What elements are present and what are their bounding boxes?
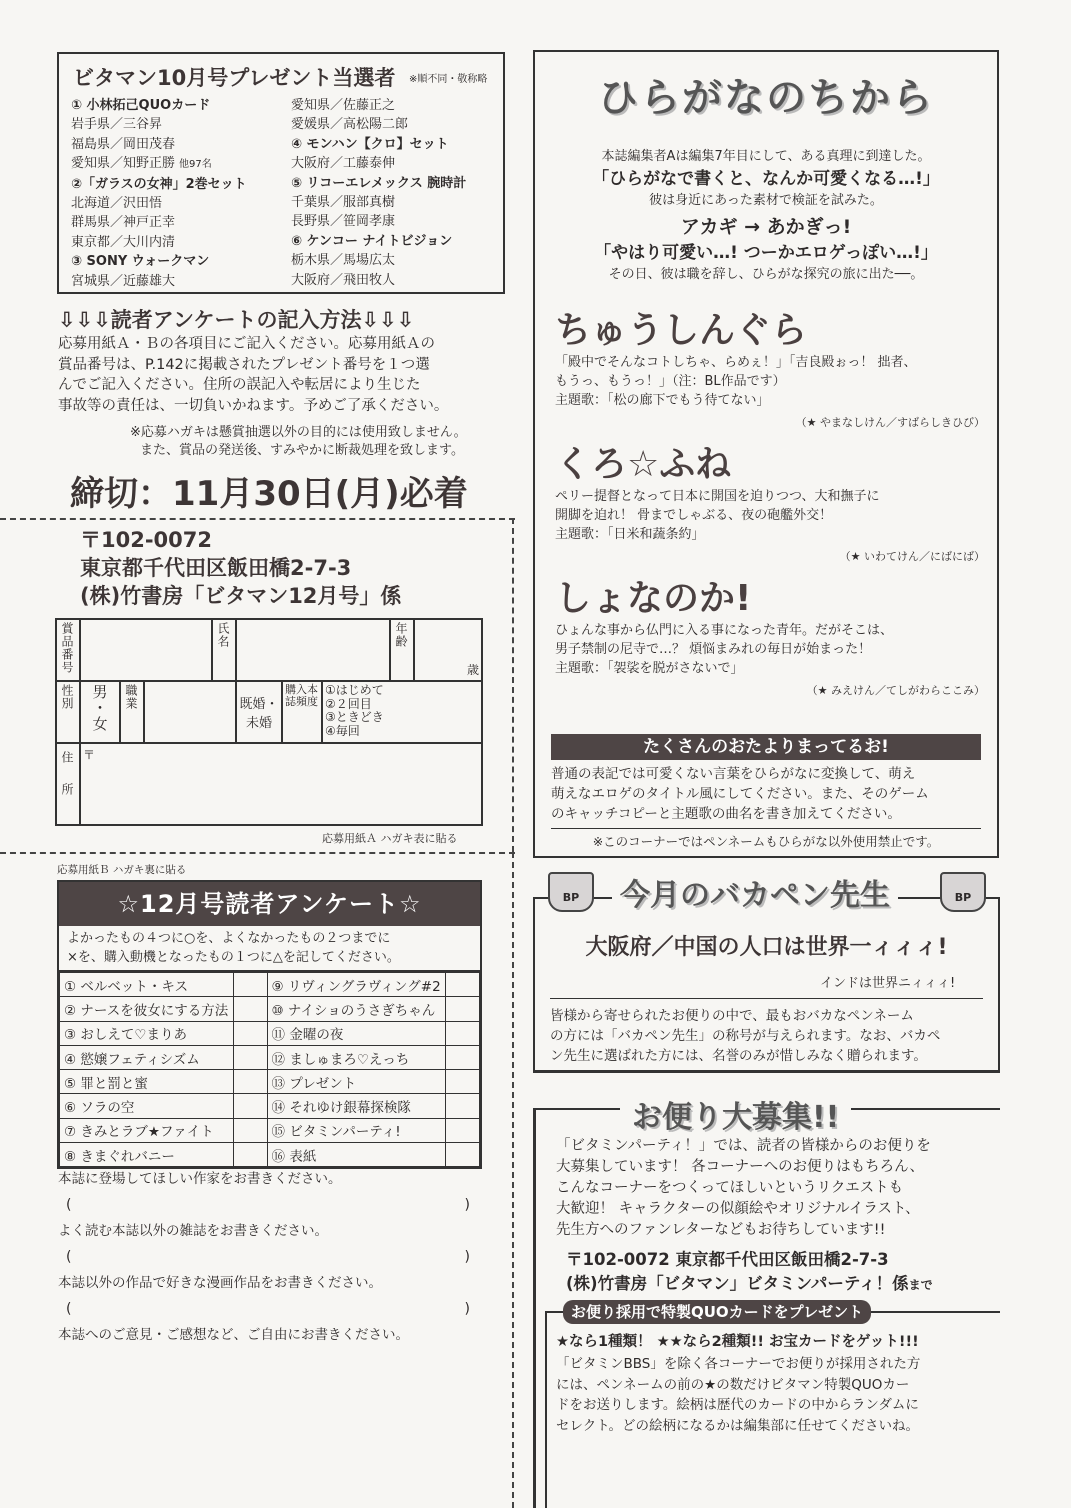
survey-question: 本誌へのご意見・ご感想など、ご自由にお書きください。 bbox=[58, 1327, 409, 1343]
survey-item: ⑤ 罪と罰と蜜 bbox=[60, 1070, 234, 1094]
survey-mark-box[interactable] bbox=[233, 973, 267, 997]
job-field[interactable] bbox=[144, 681, 236, 743]
entry-line: ひょんな事から仏門に入る事になった青年。だがそこは、 bbox=[555, 623, 894, 638]
winner-entry bbox=[71, 272, 247, 291]
intro-line: 彼は身近にあった素材で検証を試みた。 bbox=[649, 193, 883, 208]
howto-body bbox=[58, 334, 448, 416]
entry-line: 「殿中でそんなコトしちゃ、らめぇ！」「吉良殿ぉっ！ 拙者、 bbox=[555, 355, 917, 370]
winner-text: 北海道／沢田悟 bbox=[71, 196, 163, 212]
zip-mark: 〒 bbox=[83, 748, 96, 762]
divider bbox=[551, 828, 981, 829]
winner-entry bbox=[71, 213, 247, 232]
winner-text: 長野県／笹岡孝康 bbox=[291, 214, 396, 230]
survey-mark-box[interactable] bbox=[446, 997, 480, 1021]
quo-body bbox=[556, 1354, 920, 1436]
winner-text: 愛知県／知野正勝 bbox=[71, 156, 176, 172]
otayori-line: 「ビタミンパーティ！」では、読者の皆様からのお便りを bbox=[556, 1138, 931, 1154]
bakapen-desc bbox=[550, 1006, 940, 1066]
answer-field[interactable] bbox=[58, 1192, 478, 1218]
quo-line: 「ビタミンBBS」を除く各コーナーでお便りが採用された方 bbox=[556, 1356, 921, 1372]
winner-entry bbox=[291, 271, 466, 290]
address-street: 東京都千代田区飯田橋2-7-3 bbox=[80, 556, 352, 580]
survey-mark-box[interactable] bbox=[446, 1094, 480, 1118]
survey-title: ☆12月号読者アンケート☆ bbox=[59, 882, 480, 926]
howto-line: 賞品番号は、P.142に掲載されたプレゼント番号を１つ選 bbox=[58, 356, 430, 373]
address-recipient: (株)竹書房「ビタマン12月号」係 bbox=[80, 584, 402, 608]
survey-row bbox=[60, 1094, 480, 1118]
winner-text: 愛媛県／高松陽二郎 bbox=[291, 117, 409, 133]
winner-text: 大阪府／工藤泰伸 bbox=[291, 156, 396, 172]
freq-label: 購入本誌頻度 bbox=[282, 681, 322, 743]
sex-label: 性別 bbox=[60, 684, 74, 710]
age-field[interactable] bbox=[414, 619, 482, 681]
winner-text: 愛知県／佐藤正之 bbox=[291, 98, 396, 113]
address-zip: 〒102-0072 bbox=[80, 528, 212, 552]
otayori-line: 先生方へのファンレターなどもお待ちしています!! bbox=[556, 1222, 886, 1238]
winners-note: ※順不同・敬称略 bbox=[409, 74, 488, 85]
entry-credit: （★ みえけん／てしがわらここみ） bbox=[806, 684, 985, 697]
freq-option[interactable]: ①はじめて bbox=[325, 683, 384, 697]
paren: ( bbox=[66, 1197, 72, 1213]
survey-item: ③ おしえて♡まりあ bbox=[60, 1021, 234, 1045]
survey-mark-box[interactable] bbox=[446, 1021, 480, 1045]
survey-item: ⑦ きみとラブ★ファイト bbox=[60, 1118, 234, 1142]
age-unit: 歳 bbox=[466, 663, 479, 677]
survey-mark-box[interactable] bbox=[233, 1070, 267, 1094]
survey-question: 本誌以外の作品で好きな漫画作品をお書きください。 bbox=[58, 1275, 382, 1291]
survey-item: ⑭ それゆけ銀幕探検隊 bbox=[267, 1094, 445, 1118]
entry-line: 主題歌：「松の廊下でもう待てない」 bbox=[555, 393, 770, 408]
marital-options[interactable] bbox=[236, 681, 282, 743]
otayori-line: 大募集しています！ 各コーナーへのお便りはもちろん、 bbox=[556, 1159, 924, 1175]
divider bbox=[550, 998, 983, 999]
survey-row bbox=[60, 1070, 480, 1094]
winner-text: 宮城県／近藤雄大 bbox=[71, 273, 176, 289]
prize-heading bbox=[71, 252, 247, 271]
answer-field[interactable] bbox=[58, 1296, 478, 1322]
instruction-line: よかったもの４つに○を、よくなかったもの２つまでに bbox=[67, 931, 391, 946]
instruction-line: ×を、購入動機となったもの１つに△を記してください。 bbox=[67, 950, 400, 965]
winner-text: 群馬県／神戸正幸 bbox=[71, 215, 176, 231]
survey-row bbox=[60, 973, 480, 997]
winner-text: ⑤ リコーエレメックス 腕時計 bbox=[291, 175, 467, 191]
winner-extra: 他97名 bbox=[179, 159, 212, 171]
cut-line bbox=[512, 852, 514, 1508]
winner-entry bbox=[291, 193, 466, 212]
winners-title: ビタマン10月号プレゼント当選者 bbox=[73, 66, 396, 90]
winner-text: ②「ガラスの女神」2巻セット bbox=[71, 176, 247, 192]
intro-line: アカギ → あかぎっ! bbox=[680, 216, 852, 238]
survey-row bbox=[60, 1118, 480, 1142]
survey-box bbox=[57, 880, 482, 1169]
cut-line bbox=[0, 852, 515, 854]
prize-heading bbox=[71, 175, 247, 194]
entry-line: もうっ、もうっ！」（注：BL作品です） bbox=[555, 374, 786, 389]
form-a bbox=[55, 618, 483, 826]
howto-notes bbox=[130, 424, 467, 460]
winner-text: ⑥ ケンコー ナイトビジョン bbox=[291, 233, 453, 249]
intro-line: 「やはり可愛い…! つーかエロゲっぽい…!」 bbox=[594, 243, 938, 263]
cut-line bbox=[512, 518, 514, 852]
quo-line: セレクト。どの絵柄になるかは編集部に任せてくださいね。 bbox=[556, 1417, 920, 1434]
intro-line: その日、彼は職を辞し、ひらがな探究の旅に出た──。 bbox=[608, 267, 924, 282]
survey-mark-box[interactable] bbox=[233, 1118, 267, 1142]
winner-text: 栃木県／馬場広太 bbox=[291, 253, 396, 269]
winner-text: ① 小林拓己QUOカード bbox=[71, 98, 211, 113]
desc-line: の方には「バカペン先生」の称号が与えられます。なお、バカペ bbox=[550, 1028, 941, 1044]
winner-entry bbox=[291, 212, 466, 231]
hiragana-intro bbox=[535, 146, 997, 286]
survey-item: ④ 慾嬢フェティシズム bbox=[60, 1045, 234, 1069]
survey-mark-box[interactable] bbox=[233, 1094, 267, 1118]
winner-text: 岩手県／三谷昇 bbox=[71, 117, 163, 133]
otayori-body bbox=[556, 1136, 931, 1241]
sex-options[interactable]: 男・女 bbox=[90, 684, 109, 732]
survey-mark-box[interactable] bbox=[233, 1045, 267, 1069]
address-label: 住所 bbox=[60, 750, 74, 815]
paren: ( bbox=[66, 1301, 72, 1317]
paren: ) bbox=[464, 1249, 470, 1265]
winner-entry bbox=[71, 135, 247, 154]
freq-option[interactable]: ②２回目 bbox=[325, 696, 372, 711]
survey-mark-box[interactable] bbox=[233, 997, 267, 1021]
entry-line: 開脚を迫れ！ 骨までしゃぶる、夜の砲艦外交！ bbox=[555, 508, 833, 523]
winner-text: 福島県／岡田茂春 bbox=[71, 136, 176, 152]
hiragana-entries bbox=[555, 302, 985, 704]
winners-left-list bbox=[71, 96, 247, 291]
winner-entry bbox=[291, 96, 466, 115]
survey-row bbox=[60, 1143, 480, 1167]
winner-text: ③ SONY ウォークマン bbox=[71, 254, 210, 270]
survey-item: ⑨ リヴィングラヴィング#2 bbox=[267, 973, 445, 997]
hiragana-entry bbox=[555, 570, 985, 698]
otayori-address-line: (株)竹書房「ビタマン」ビタミンパーティ！係 bbox=[566, 1274, 909, 1293]
paren: ) bbox=[464, 1301, 470, 1317]
survey-mark-box[interactable] bbox=[446, 973, 480, 997]
survey-item: ② ナースを彼女にする方法 bbox=[60, 997, 234, 1021]
answer-field[interactable] bbox=[58, 1244, 478, 1270]
winner-entry bbox=[71, 154, 247, 174]
survey-mark-box[interactable] bbox=[446, 1070, 480, 1094]
address-field[interactable] bbox=[80, 743, 482, 825]
survey-instructions bbox=[59, 926, 480, 972]
request-line: 普通の表記では可愛くない言葉をひらがなに変換して、萌え bbox=[551, 766, 916, 782]
name-field[interactable] bbox=[236, 619, 390, 681]
entry-line: ペリー提督となって日本に開国を迫りつつ、大和撫子に bbox=[555, 489, 880, 504]
intro-line: 「ひらがなで書くと、なんか可愛くなる…!」 bbox=[592, 169, 940, 189]
freq-options[interactable] bbox=[322, 681, 482, 743]
winner-entry bbox=[291, 251, 466, 270]
survey-question: 本誌に登場してほしい作家をお書きください。 bbox=[58, 1171, 342, 1187]
quo-line: ドをお送りします。絵柄は歴代のカードの中からランダムに bbox=[556, 1397, 919, 1413]
survey-mark-box[interactable] bbox=[233, 1021, 267, 1045]
quo-subtitle: ★なら1種類！ ★★なら2種類!! お宝カードをゲット!!! bbox=[556, 1334, 919, 1350]
howto-note: また、賞品の発送後、すみやかに断裁処理を致します。 bbox=[140, 443, 464, 458]
howto-line: 応募用紙Ａ・Ｂの各項目にご記入ください。応募用紙Ａの bbox=[58, 336, 435, 352]
bakapen-comment: インドは世界ニィィィ! bbox=[820, 976, 956, 991]
prize-heading bbox=[291, 135, 466, 154]
winner-entry bbox=[71, 233, 247, 252]
crown-icon: BP bbox=[940, 872, 986, 912]
winners-box bbox=[57, 52, 505, 294]
survey-item: ⑬ プレゼント bbox=[267, 1070, 445, 1094]
intro-line: 本誌編集者Aは編集7年目にして、ある真理に到達した。 bbox=[601, 149, 931, 164]
job-label: 職業 bbox=[124, 684, 138, 710]
entry-credit: （★ いわてけん／にばにば） bbox=[839, 550, 985, 563]
marital-text: 既婚・未婚 bbox=[239, 697, 279, 731]
howto-line: んでご記入ください。住所の誤記入や転居により生じた bbox=[58, 377, 421, 393]
age-label: 年齢 bbox=[394, 622, 408, 648]
entry-line: 主題歌：「日米和蔬条約」 bbox=[555, 527, 705, 542]
winner-text: 大阪府／飛田牧人 bbox=[291, 272, 396, 288]
paren: ) bbox=[464, 1197, 470, 1213]
desc-line: ン先生に選ばれた方には、名誉のみが惜しみなく贈られます。 bbox=[550, 1048, 927, 1064]
winner-entry bbox=[291, 115, 466, 134]
entry-credit: （★ やまなしけん／すばらしきひび） bbox=[795, 416, 985, 429]
otayori-address-suffix: まで bbox=[908, 1278, 933, 1292]
deadline: 締切：11月30日(月)必着 bbox=[70, 474, 468, 514]
prize-heading bbox=[291, 232, 466, 251]
winners-right-list bbox=[291, 96, 466, 290]
cut-line bbox=[0, 518, 515, 520]
otayori-line: 大歓迎！ キャラクターの似顔絵やオリジナルイラスト、 bbox=[556, 1201, 920, 1217]
form-b-caption: 応募用紙Ｂ ハガキ裏に貼る bbox=[57, 864, 187, 876]
desc-line: 皆様から寄せられたお便りの中で、最もおバカなペンネーム bbox=[550, 1008, 914, 1024]
hiragana-panel bbox=[533, 50, 999, 858]
hiragana-entry bbox=[555, 302, 985, 430]
winner-text: ④ モンハン【クロ】セット bbox=[291, 136, 449, 152]
entry-line: 男子禁制の尼寺で…？ 煩悩まみれの毎日が始まった！ bbox=[555, 642, 872, 657]
request-line: 萌えなエロゲのタイトル風にしてください。また、そのゲーム bbox=[551, 786, 929, 802]
survey-item: ⑮ ビタミンパーティ! bbox=[267, 1118, 445, 1142]
survey-item: ⑧ きまぐれバニー bbox=[60, 1143, 234, 1167]
survey-item: ⑯ 表紙 bbox=[267, 1143, 445, 1167]
hiragana-entry bbox=[555, 436, 985, 564]
prize-heading bbox=[71, 96, 247, 115]
survey-row bbox=[60, 997, 480, 1021]
request-line: のキャッチコピーと主題歌の曲名を書き加えてください。 bbox=[551, 806, 901, 822]
hiragana-band: たくさんのおたよりまってるお! bbox=[551, 734, 981, 760]
otayori-line: こんなコーナーをつくってほしいというリクエストも bbox=[556, 1180, 904, 1196]
survey-questions bbox=[58, 1166, 478, 1348]
hiragana-title: ひらがなのちから bbox=[598, 75, 934, 121]
entry-title: くろ☆ふね bbox=[555, 444, 732, 485]
otayori-title: お便り大募集!! bbox=[620, 1092, 851, 1136]
form-a-caption: 応募用紙Ａ ハガキ表に貼る bbox=[322, 832, 458, 845]
otayori-address bbox=[566, 1248, 933, 1297]
survey-item: ⑪ 金曜の夜 bbox=[267, 1021, 445, 1045]
winner-text: 千葉県／服部真樹 bbox=[291, 195, 396, 211]
paren: ( bbox=[66, 1249, 72, 1265]
crown-icon: BP bbox=[548, 872, 594, 912]
freq-option[interactable]: ④毎回 bbox=[325, 723, 360, 738]
winner-entry bbox=[291, 154, 466, 173]
bakapen-title: 今月のバカペン先生 bbox=[612, 870, 898, 914]
winner-text: 東京都／大川内清 bbox=[71, 234, 176, 250]
survey-item: ⑫ ましゅまろ♡えっち bbox=[267, 1045, 445, 1069]
hiragana-rule: ※このコーナーではペンネームもひらがな以外使用禁止です。 bbox=[592, 834, 940, 849]
entry-title: しょなのか! bbox=[555, 578, 752, 619]
entry-title: ちゅうしんぐら bbox=[555, 310, 808, 351]
otayori-address-line: 〒102-0072 東京都千代田区飯田橋2-7-3 bbox=[566, 1250, 889, 1269]
prize-number-label: 賞品番号 bbox=[60, 622, 74, 674]
bakapen-winner: 大阪府／中国の人口は世界一ィィィ! bbox=[585, 935, 948, 960]
quo-line: には、ペンネームの前の★の数だけビタマン特製QUOカー bbox=[556, 1376, 910, 1393]
winner-entry bbox=[71, 194, 247, 213]
howto-title: ⇩⇩⇩読者アンケートの記入方法⇩⇩⇩ bbox=[58, 308, 415, 332]
prize-number-field[interactable] bbox=[80, 619, 212, 681]
prize-heading bbox=[291, 174, 466, 193]
survey-question: よく読む本誌以外の雑誌をお書きください。 bbox=[58, 1223, 328, 1239]
survey-mark-box[interactable] bbox=[446, 1118, 480, 1142]
survey-row bbox=[60, 1021, 480, 1045]
survey-row bbox=[60, 1045, 480, 1069]
winner-entry bbox=[71, 115, 247, 134]
entry-line: 主題歌：「袈裟を脱がさないで」 bbox=[555, 661, 744, 676]
survey-mark-box[interactable] bbox=[446, 1045, 480, 1069]
howto-note: ※応募ハガキは懸賞抽選以外の目的には使用致しません。 bbox=[130, 425, 467, 440]
survey-item: ① ベルベット・キス bbox=[60, 973, 234, 997]
mailing-address bbox=[80, 526, 401, 610]
hiragana-request bbox=[551, 764, 981, 824]
quo-title: お便り採用で特製QUOカードをプレゼント bbox=[563, 1300, 871, 1324]
survey-mark-box[interactable] bbox=[446, 1143, 480, 1167]
survey-mark-box[interactable] bbox=[233, 1143, 267, 1167]
survey-item: ⑥ ソラの空 bbox=[60, 1094, 234, 1118]
freq-option[interactable]: ③ときどき bbox=[325, 710, 384, 724]
howto-line: 事故等の責任は、一切負いかねます。予めご了承ください。 bbox=[58, 397, 449, 414]
survey-table bbox=[59, 972, 480, 1167]
survey-item: ⑩ ナイショのうさぎちゃん bbox=[267, 997, 445, 1021]
name-label: 氏名 bbox=[216, 622, 230, 648]
